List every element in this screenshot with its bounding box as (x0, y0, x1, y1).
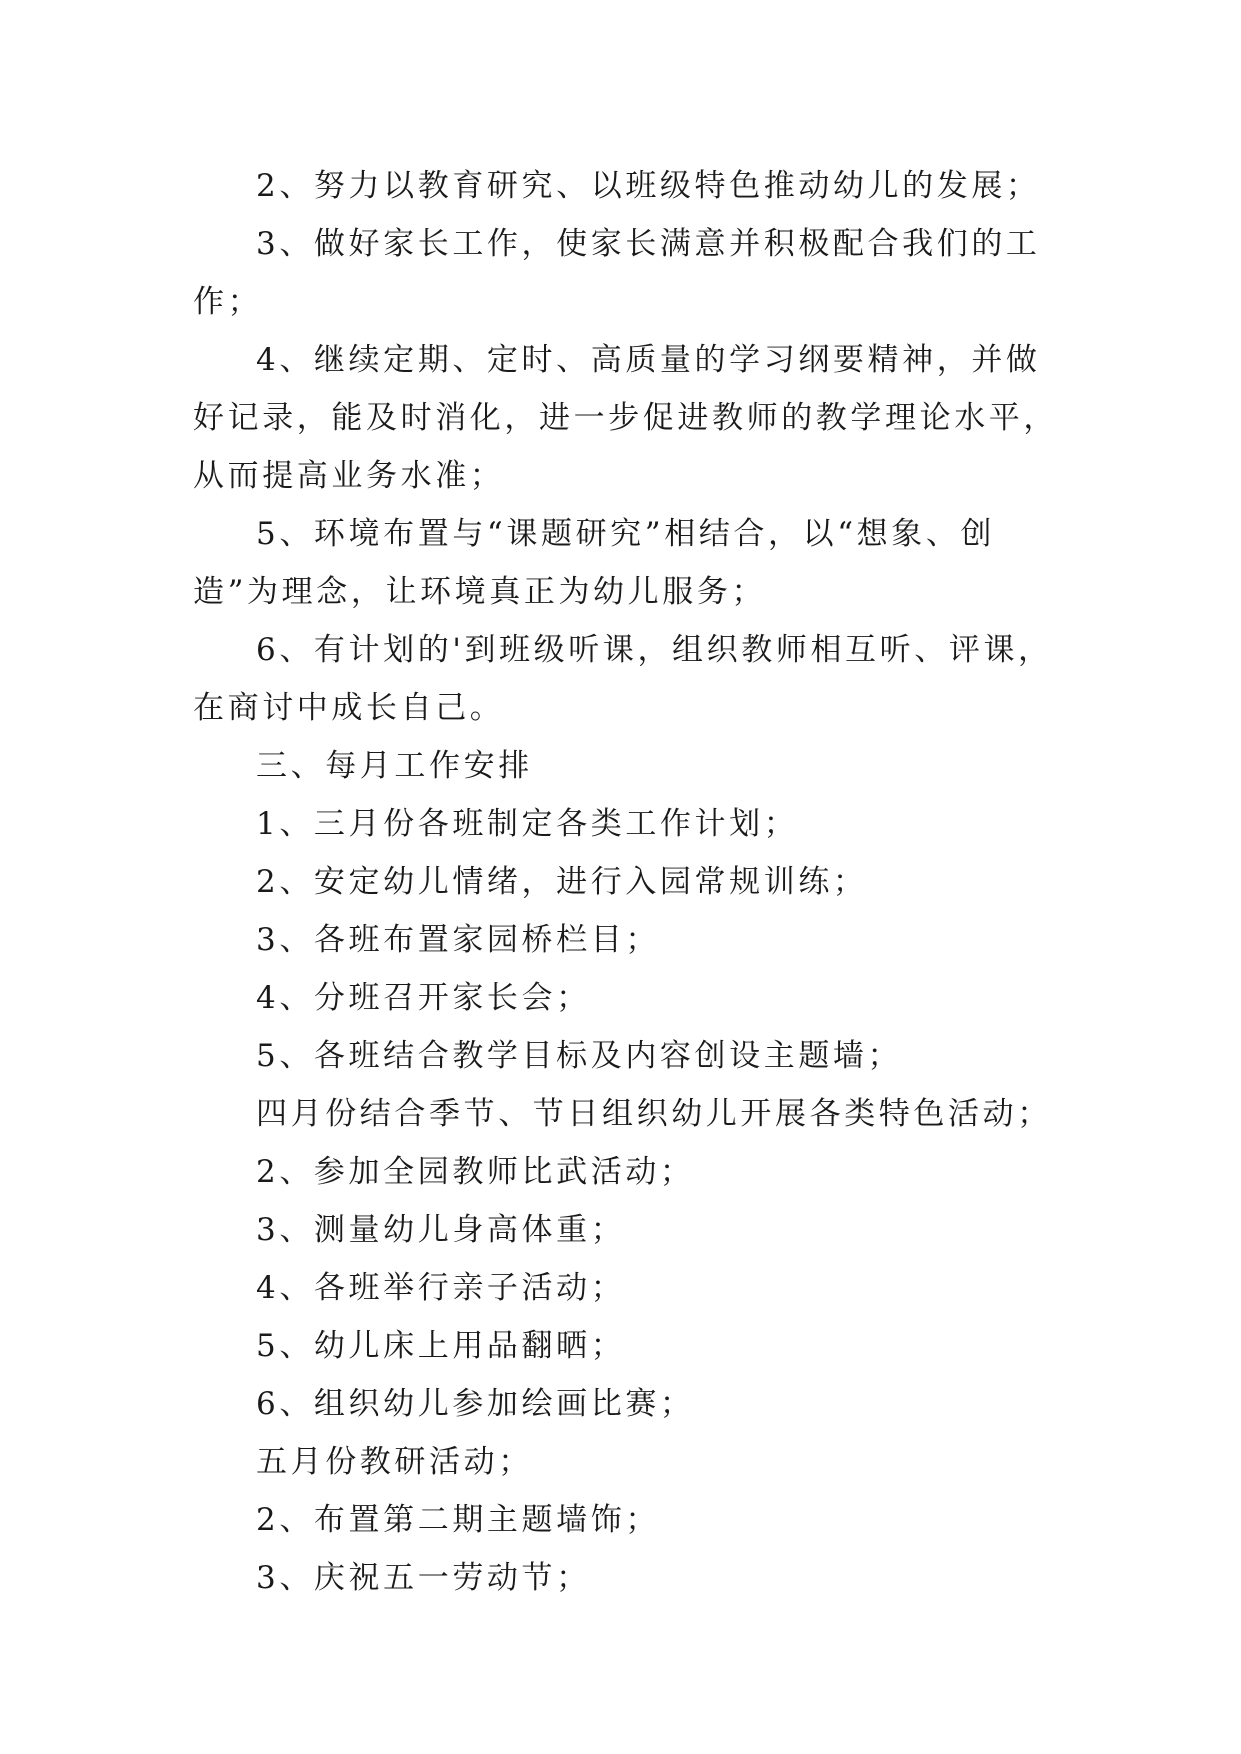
list-item-april-3: 3、测量幼儿身高体重； (256, 1212, 626, 1248)
list-item-april-6: 6、组织幼儿参加绘画比赛； (256, 1386, 695, 1422)
list-item-april-2: 2、参加全园教师比武活动； (256, 1154, 695, 1190)
list-item-april-5: 5、幼儿床上用品翻晒； (256, 1328, 626, 1364)
list-item-april-1: 四月份结合季节、节日组织幼儿开展各类特色活动； (256, 1096, 1052, 1132)
list-item-march-3: 3、各班布置家园桥栏目； (256, 922, 660, 958)
paragraph-goal-4: 4、继续定期、定时、高质量的学习纲要精神，并做好记录，能及时消化，进一步促进教师的教学理论水平，从而提高业务水准； (193, 342, 1058, 494)
section-heading-monthly-plan: 三、每月工作安排 (256, 748, 533, 784)
list-item-may-3: 3、庆祝五一劳动节； (256, 1560, 591, 1596)
list-item-march-4: 4、分班召开家长会； (256, 980, 591, 1016)
paragraph-goal-6: 6、有计划的'到班级听课，组织教师相互听、评课，在商讨中成长自己。 (193, 632, 1053, 726)
list-item-march-1: 1、三月份各班制定各类工作计划； (256, 806, 799, 842)
paragraph-goal-3: 3、做好家长工作，使家长满意并积极配合我们的工作； (193, 226, 1041, 320)
paragraph-goal-5: 5、环境布置与“课题研究”相结合，以“想象、创造”为理念，让环境真正为幼儿服务； (193, 516, 996, 610)
list-item-may-2: 2、布置第二期主题墙饰； (256, 1502, 660, 1538)
list-item-april-4: 4、各班举行亲子活动； (256, 1270, 626, 1306)
list-item-march-5: 5、各班结合教学目标及内容创设主题墙； (256, 1038, 903, 1074)
list-item-march-2: 2、安定幼儿情绪，进行入园常规训练； (256, 864, 868, 900)
list-item-may-1: 五月份教研活动； (256, 1444, 533, 1480)
document-body (193, 157, 1073, 1607)
paragraph-goal-2: 2、努力以教育研究、以班级特色推动幼儿的发展； (256, 168, 1041, 204)
